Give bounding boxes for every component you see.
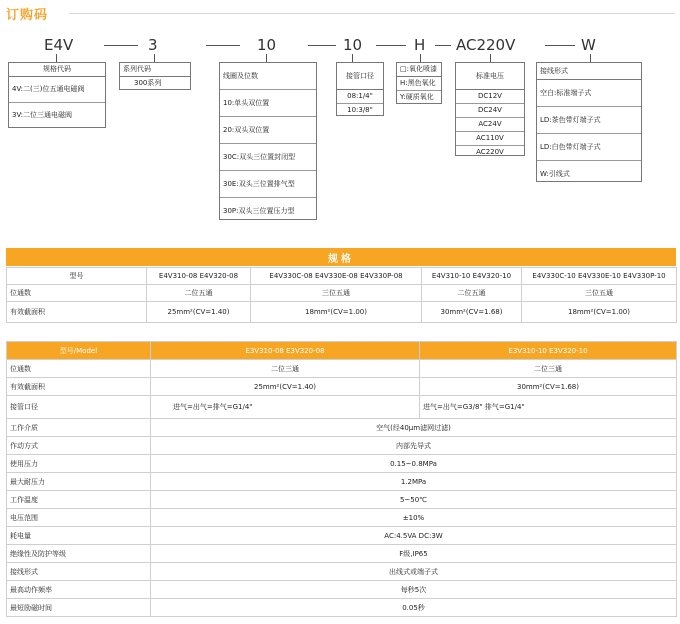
table-cell: 作动方式 <box>7 437 151 455</box>
table-row <box>7 285 677 302</box>
table-cell: E4V310-10 E4V320-10 <box>422 268 522 285</box>
code-series-prefix: E4V <box>44 36 74 54</box>
box-option: 300系列 <box>134 79 162 87</box>
code-port-size: 10 <box>343 36 363 54</box>
table-row <box>7 509 677 527</box>
table-cell: 二位三通 <box>151 360 420 378</box>
table-cell: 工作温度 <box>7 491 151 509</box>
code-separator <box>308 45 336 46</box>
table-cell: 最高动作频率 <box>7 581 151 599</box>
table-cell: 三位五通 <box>251 285 422 302</box>
box-title: 接管口径 <box>337 63 383 90</box>
box-title: 线圈及位数 <box>220 63 316 90</box>
table-cell: 25mm²(CV=1.40) <box>147 302 251 323</box>
table-cell: F级,IP65 <box>151 545 677 563</box>
e3v-spec-table <box>6 341 677 617</box>
table-cell: 25mm²(CV=1.40) <box>151 378 420 396</box>
table-cell: 电压范围 <box>7 509 151 527</box>
table-row <box>7 419 677 437</box>
code-separator <box>435 45 451 46</box>
connector-line <box>420 54 421 62</box>
box-option: 空白:标准端子式 <box>537 80 641 107</box>
table-cell: AC:4.5VA DC:3W <box>151 527 677 545</box>
code-series: 3 <box>148 36 158 54</box>
port-size-box <box>336 62 384 116</box>
table-header-cell: E3V310-10 E3V320-10 <box>420 342 677 360</box>
coil-position-box <box>219 62 317 220</box>
surface-finish-box <box>396 62 442 104</box>
box-option: AC220V <box>476 148 504 156</box>
table-cell: 有效截面积 <box>7 378 151 396</box>
box-option: LD:茶色带灯端子式 <box>537 107 641 134</box>
table-cell: 0.05秒 <box>151 599 677 617</box>
e4v-spec-table <box>6 267 677 323</box>
box-option: LD:白色带灯端子式 <box>537 134 641 161</box>
table-cell: 最短励磁时间 <box>7 599 151 617</box>
connector-line <box>490 54 491 62</box>
table-cell: 二位五通 <box>422 285 522 302</box>
series-code-box <box>119 62 191 90</box>
table-cell: 有效截面积 <box>7 302 147 323</box>
box-title: 接线形式 <box>537 63 641 80</box>
connector-line <box>352 54 353 62</box>
table-cell: 30mm²(CV=1.68) <box>422 302 522 323</box>
voltage-box <box>455 62 525 156</box>
spec-code-box <box>8 62 106 128</box>
box-option: DC24V <box>456 104 524 118</box>
table-cell: 位通数 <box>7 285 147 302</box>
box-option: DC12V <box>456 90 524 104</box>
connector-line <box>590 54 591 62</box>
table-cell: 内部先导式 <box>151 437 677 455</box>
table-row <box>7 360 677 378</box>
code-separator <box>104 45 138 46</box>
table-cell: 18mm²(CV=1.00) <box>522 302 677 323</box>
table-cell: 接管口径 <box>7 396 151 419</box>
code-voltage: AC220V <box>456 36 516 54</box>
box-title: 系列代码 <box>120 63 190 77</box>
box-option: W:引线式 <box>540 169 570 178</box>
table-row <box>7 378 677 396</box>
box-option: 10:3/8" <box>347 106 373 114</box>
table-cell: 1.2MPa <box>151 473 677 491</box>
connector-line <box>266 54 267 62</box>
box-option: 4V:二(三)位五通电磁阀 <box>9 77 105 103</box>
table-cell: 二位三通 <box>420 360 677 378</box>
table-header-cell: E3V310-08 E3V320-08 <box>151 342 420 360</box>
table-row <box>7 396 677 419</box>
table-cell: 0.15~0.8MPa <box>151 455 677 473</box>
table-cell: 18mm²(CV=1.00) <box>251 302 422 323</box>
box-option: H:黑色氧化 <box>397 77 441 91</box>
box-option: Y:硬质氧化 <box>400 93 434 101</box>
table-cell: 进气=出气=排气=G1/4" <box>151 396 420 419</box>
table-cell: E4V330C-08 E4V330E-08 E4V330P-08 <box>251 268 422 285</box>
table-cell: 每秒5次 <box>151 581 677 599</box>
table-row <box>7 437 677 455</box>
table-cell: 最大耐压力 <box>7 473 151 491</box>
box-option: AC24V <box>456 118 524 132</box>
table-cell: 工作介质 <box>7 419 151 437</box>
table-cell: 接线形式 <box>7 563 151 581</box>
box-option: 08:1/4" <box>337 90 383 104</box>
code-separator <box>206 45 240 46</box>
connector-line <box>154 54 155 62</box>
table-row <box>7 473 677 491</box>
table-cell: E4V330C-10 E4V330E-10 E4V330P-10 <box>522 268 677 285</box>
box-title: 标准电压 <box>456 63 524 90</box>
box-title: 规格代码 <box>9 63 105 77</box>
wiring-type-box <box>536 62 642 182</box>
table-cell: 空气(经40μm滤网过滤) <box>151 419 677 437</box>
title-divider <box>70 13 674 14</box>
code-finish: H <box>414 36 426 54</box>
section-title: 订购码 <box>6 8 49 23</box>
table-cell: 三位五通 <box>522 285 677 302</box>
table-row <box>7 302 677 323</box>
code-coil: 10 <box>257 36 277 54</box>
code-separator <box>545 45 575 46</box>
table-cell: 绝缘性及防护等级 <box>7 545 151 563</box>
table-cell: 位通数 <box>7 360 151 378</box>
table-header-cell: 型号/Model <box>7 342 151 360</box>
table-row <box>7 491 677 509</box>
table-row <box>7 455 677 473</box>
table-row <box>7 527 677 545</box>
table-cell: E4V310-08 E4V320-08 <box>147 268 251 285</box>
table-row <box>7 268 677 285</box>
table-row <box>7 599 677 617</box>
table-cell: 使用压力 <box>7 455 151 473</box>
table-cell: ±10% <box>151 509 677 527</box>
table-cell: 出线式或端子式 <box>151 563 677 581</box>
table-cell: 二位五通 <box>147 285 251 302</box>
table-cell: 5~50℃ <box>151 491 677 509</box>
box-option: 30P:双头三位置压力型 <box>223 206 295 215</box>
table-row <box>7 563 677 581</box>
table-cell: 耗电量 <box>7 527 151 545</box>
code-wiring: W <box>581 36 596 54</box>
table-row <box>7 581 677 599</box>
table-cell: 型号 <box>7 268 147 285</box>
box-option: 3V:二位三通电磁阀 <box>12 111 73 119</box>
table-header-row <box>7 342 677 360</box>
box-option: AC110V <box>456 132 524 146</box>
table-cell: 进气=出气=G3/8" 排气=G1/4" <box>420 396 677 419</box>
box-option: 30E:双头三位置排气型 <box>220 171 316 198</box>
box-option: 30C:双头三位置封闭型 <box>220 144 316 171</box>
box-title: □:氧化喷漆 <box>397 63 441 77</box>
code-separator <box>376 45 406 46</box>
box-option: 10:单头双位置 <box>220 90 316 117</box>
connector-line <box>56 54 57 62</box>
table-row <box>7 545 677 563</box>
spec-section-header: 规格 <box>6 248 676 266</box>
table-cell: 30mm²(CV=1.68) <box>420 378 677 396</box>
box-option: 20:双头双位置 <box>220 117 316 144</box>
